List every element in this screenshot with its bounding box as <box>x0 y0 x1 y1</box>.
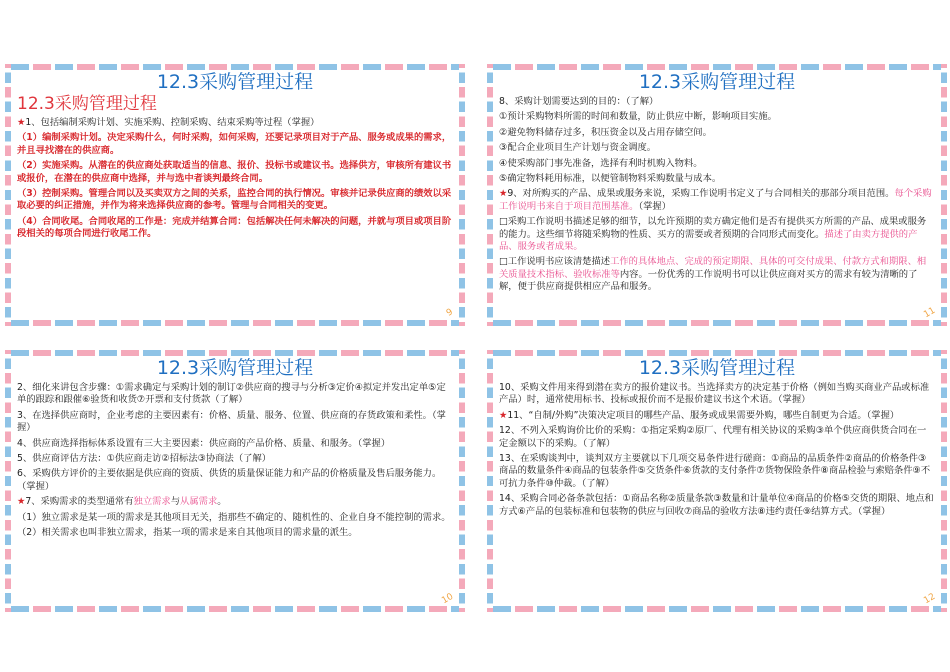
point-9: ★9、对所购买的产品、成果或服务来说，采购工作说明书定义了与合同相关的那部分项目范围。每个采购工作说明书来自于项目范围基准。（掌握） <box>499 188 932 212</box>
star-icon: ★ <box>499 188 508 200</box>
point-7: ★7、采购需求的类型通常有独立需求与从属需求。 <box>17 496 227 508</box>
page-number: 11 <box>921 305 937 321</box>
point-5: 5、供应商评估方法：①供应商走访②招标法③协商法（了解） <box>17 453 272 465</box>
point-8-4: ④使采购部门事先准备，选择有利时机购入物料。 <box>499 157 703 169</box>
point-close: （4）合同收尾。合同收尾的工作是：完成并结算合同：包括解决任何未解决的问题，并就与项目或项目阶段相关的每项合同进行收尾工作。 <box>17 215 452 240</box>
point-8: 8、采购计划需要达到的目的：（了解） <box>499 96 659 107</box>
point-sow-detail: □采购工作说明书描述足够的细节，以允许预期的卖方确定他们是否有提供买方所需的产品、成果或服务的能力。这些细节将随采购物的性质、买方的需要或者预期的合同形式而变化。描述了由卖方提供的产品、服务或者成果。 <box>499 216 927 253</box>
page-number: 12 <box>921 591 937 607</box>
point-plan: （1）编制采购计划。决定采购什么，何时采购，如何采购，还要记录项目对于产品、服务或成果的需求，并且寻找潜在的供应商。 <box>17 132 452 156</box>
star-icon: ★ <box>17 496 26 508</box>
point-12: 12、不列入采购询价比价的采购：①指定采购②原厂、代理有相关协议的采购③单个供应商供货合同在一定金额以下的采购。（了解） <box>499 425 927 449</box>
slide-body <box>17 382 453 542</box>
slide-title: 12.3采购管理过程 <box>156 71 314 93</box>
decor-bottom-border <box>11 606 459 612</box>
decor-bottom-border <box>493 606 941 612</box>
slide-11 <box>487 64 947 326</box>
slide-body <box>17 117 453 244</box>
point-control: （3）控制采购。管理合同以及买卖双方之间的关系，监控合同的执行情况。审核并记录供应商的绩效以采取必要的纠正措施，并作为将来选择供应商的参考。管理与合同相关的变更。 <box>17 188 452 212</box>
slide-12 <box>487 350 947 612</box>
point-1: ★1、包括编制采购计划、实施采购、控制采购、结束采购等过程（掌握） <box>17 117 320 128</box>
point-6: 6、采购供方评价的主要依据是供应商的资质、供货的质量保证能力和产品的价格质量及售后服务能力。（掌握） <box>17 468 442 492</box>
decor-bottom-border <box>493 320 941 326</box>
point-8-5: ⑤确定物料耗用标准，以便管制物料采购数量与成本。 <box>499 173 722 185</box>
slide-subtitle: 12.3采购管理过程 <box>17 94 157 114</box>
page-number: 10 <box>439 591 455 607</box>
slide-10 <box>5 350 465 612</box>
point-8-3: ③配合企业项目生产计划与资金调度。 <box>499 142 657 154</box>
slide-body <box>499 96 935 297</box>
slide-body <box>499 382 935 521</box>
slide-title: 12.3采购管理过程 <box>638 71 796 93</box>
decor-bottom-border <box>11 320 459 326</box>
star-icon: ★ <box>499 409 508 421</box>
point-4: 4、供应商选择指标体系设置有三大主要因素：供应商的产品价格、质量、和服务。（掌握） <box>17 437 391 449</box>
point-sow-content: □工作说明书应该清楚描述工作的具体地点、完成的预定期限、具体的可交付成果、付款方式和期限、相关质量技术指标、验收标准等内容。一份优秀的工作说明书可以让供应商对买方的需求有较为清晰的了解，便于供应商提供相应产品和服务。 <box>499 256 927 293</box>
star-icon: ★ <box>17 117 26 128</box>
point-8-1: ①预计采购物料所需的时间和数量，防止供应中断，影响项目实施。 <box>499 111 777 123</box>
square-bullet-icon: □ <box>499 256 508 268</box>
square-bullet-icon: □ <box>499 216 508 228</box>
point-implement: （2）实施采购。从潜在的供应商处获取适当的信息、报价、投标书或建议书。选择供方，审核所有建议书或报价，在潜在的供应商中选择，并与选中者谈判最终合同。 <box>17 160 452 184</box>
slide-9 <box>5 64 465 326</box>
point-3: 3、在选择供应商时，企业考虑的主要因素有：价格、质量、服务、位置、供应商的存货政策和柔性。（掌握） <box>17 409 446 434</box>
point-10: 10、采购文件用来得到潜在卖方的报价建议书。当选择卖方的决定基于价格（例如当购买商业产品或标准产品）时，通常使用标书、投标或报价而不是报价建议书这个术语。（掌握） <box>499 382 930 406</box>
point-7-1: （1）独立需求是某一项的需求是其他项目无关，指那些不确定的、随机性的、企业自身不能控制的需求。 <box>17 511 451 523</box>
page-number: 9 <box>445 307 456 319</box>
point-2: 2、细化来讲包含步骤：①需求确定与采购计划的制订②供应商的搜寻与分析③定价④拟定并发出定单⑤定单的跟踪和跟催⑥验货和收货⑦开票和支付货款（了解） <box>17 382 446 406</box>
point-7-2: （2）相关需求也叫非独立需求，指某一项的需求是来自其他项目的需求量的派生。 <box>17 527 358 539</box>
slide-title: 12.3采购管理过程 <box>156 357 314 379</box>
point-13: 13、在采购谈判中，谈判双方主要就以下几项交易条件进行磋商：①商品的品质条件②商品的价格条件③商品的数量条件④商品的包装条件⑤交货条件⑥货款的支付条件⑦货物保险条件⑧商品检验与索赔条件⑨不可抗力条件⑩仲裁。（了解） <box>499 453 931 489</box>
point-8-2: ②避免物料储存过多，积压资金以及占用存储空间。 <box>499 126 712 138</box>
point-11: ★11、“自制/外购”决策决定项目的哪些产品、服务或成果需要外购，哪些自制更为合适。（掌握） <box>499 409 900 421</box>
point-14: 14、采购合同必备条款包括：①商品名称②质量条款③数量和计量单位④商品的价格⑤交货的期限、地点和方式⑥产品的包装标准和包装物的供应与回收⑦商品的验收方法⑧违约责任⑨结算方式。（掌握） <box>499 493 934 517</box>
slide-title: 12.3采购管理过程 <box>638 357 796 379</box>
